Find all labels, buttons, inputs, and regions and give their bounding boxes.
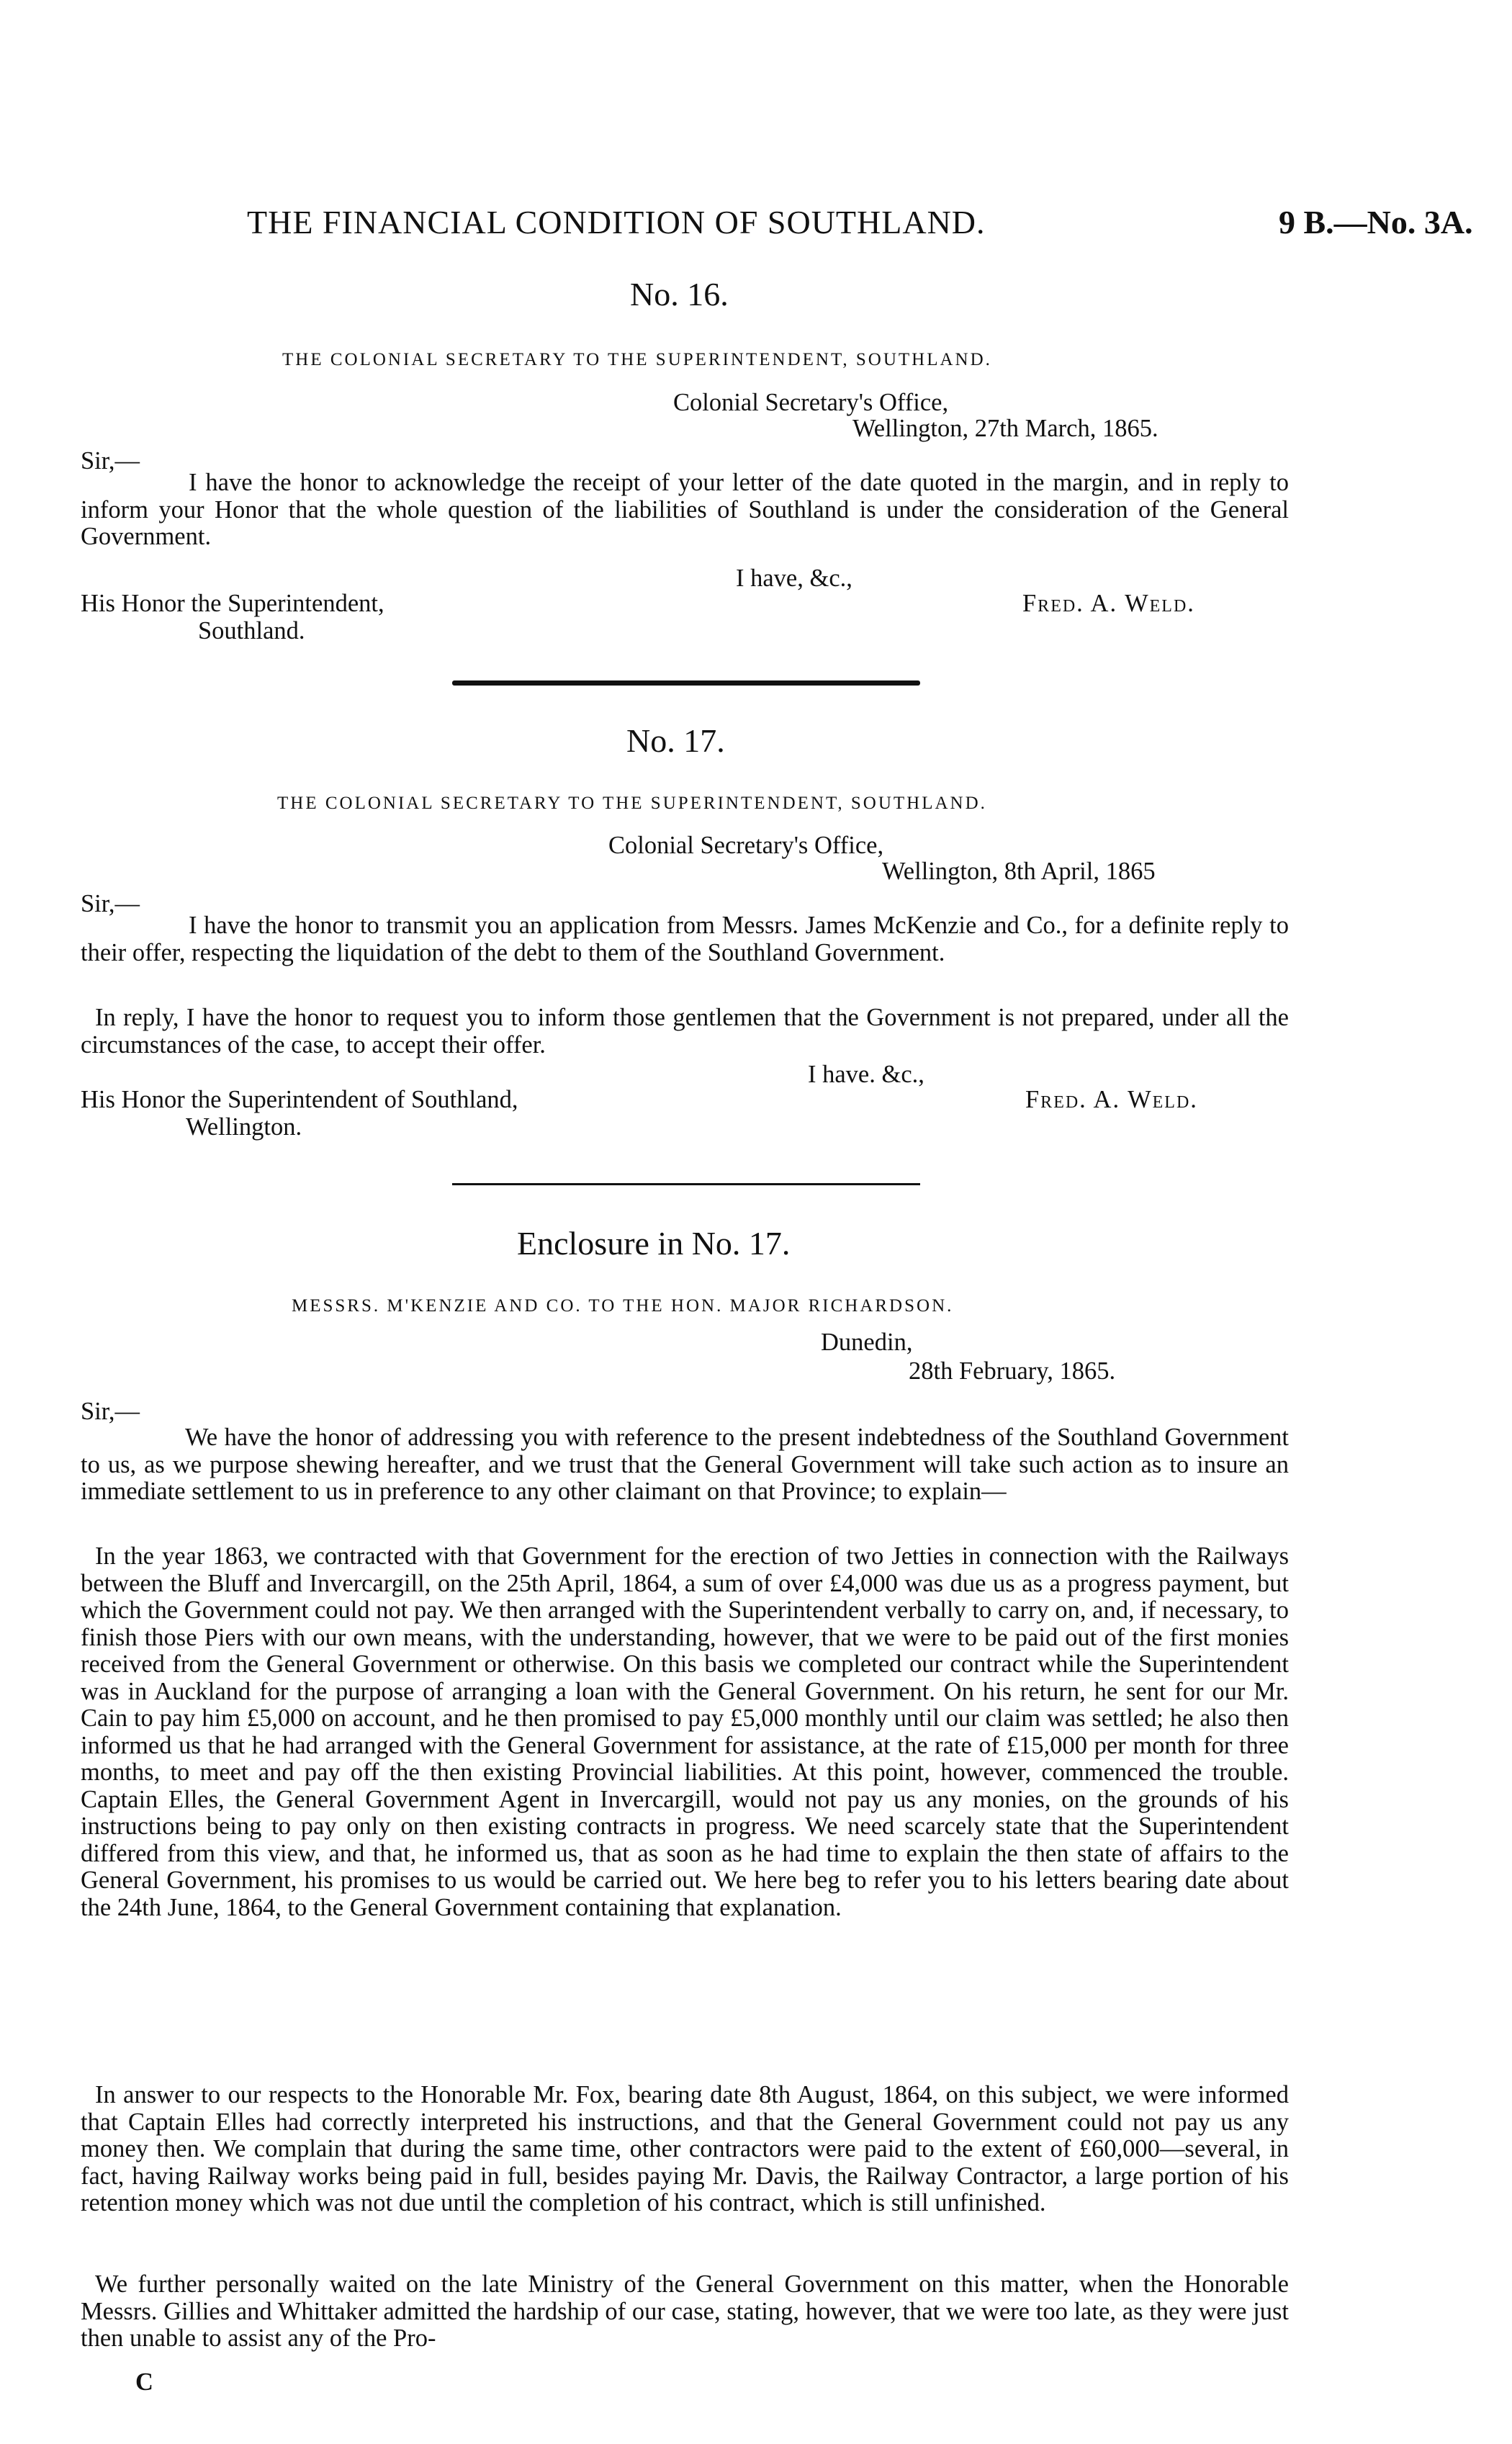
letter-17-salutation: Sir,— — [81, 890, 140, 917]
running-title: THE FINANCIAL CONDITION OF SOUTHLAND. — [247, 204, 986, 241]
letter-16-addressee-line1: His Honor the Superintendent, — [81, 590, 384, 617]
letter-17-heading: THE COLONIAL SECRETARY TO THE SUPERINTENDENT, SOUTHLAND. — [277, 794, 987, 813]
letter-17-addressee-line1: His Honor the Superintendent of Southland, — [81, 1086, 518, 1113]
letter-17-closing: I have. &c., — [808, 1061, 924, 1088]
enclosure-heading: MESSRS. M'KENZIE AND CO. TO THE HON. MAJOR RICHARDSON. — [292, 1296, 954, 1316]
letter-16-signature: Fred. A. Weld. — [1022, 590, 1195, 617]
enclosure-date: 28th February, 1865. — [909, 1357, 1116, 1385]
letter-16-office: Colonial Secretary's Office, — [673, 389, 949, 416]
letter-17-addressee-line2: Wellington. — [186, 1113, 302, 1141]
section-divider-thin — [452, 1183, 920, 1185]
letter-17-paragraph-1: I have the honor to transmit you an application from Messrs. James McKenzie and Co., for a definite reply to their offer, respecting the liquidation of the debt to them of the Southland Government. — [81, 912, 1289, 966]
enclosure-salutation: Sir,— — [81, 1398, 140, 1425]
enclosure-paragraph-1: We have the honor of addressing you with reference to the present indebtedness of the Southland Government to us, as we purpose shewing hereafter, and we trust that the General Government will take such action as to insure an immediate settlement to us in preference to any other claimant on that Province; to explain— — [81, 1424, 1289, 1505]
enclosure-paragraph-3: In answer to our respects to the Honorable Mr. Fox, bearing date 8th August, 1864, on this subject, we were informed that Captain Elles had correctly interpreted his instructions, and that the General Government could not pay us any money then. We complain that during the same time, other contractors were paid to the extent of £60,000—several, in fact, having Railway works being paid in full, besides paying Mr. Davis, the Railway Contractor, a large portion of his retention money which was not due until the completion of his contract, which is still unfinished. — [81, 2081, 1289, 2216]
letter-16-closing: I have, &c., — [736, 565, 852, 592]
letter-17-signature: Fred. A. Weld. — [1025, 1086, 1198, 1113]
page-reference: 9 B.—No. 3A. — [1279, 204, 1473, 241]
enclosure-paragraph-2: In the year 1863, we contracted with that Government for the erection of two Jetties in connection with the Railways between the Bluff and Invercargill, on the 25th April, 1864, a sum of over £4,000 was due us as a progress payment, but which the Government could not pay. We then arranged with the Superintendent verbally to carry on, and, if necessary, to finish those Piers with our own means, with the understanding, however, that we were to be paid out of the first monies received from the General Government or otherwise. On this basis we completed our contract while the Superintendent was in Auckland for the purpose of arranging a loan with the General Government. On his return, he sent for our Mr. Cain to pay him £5,000 on account, and he then promised to pay £5,000 monthly until our claim was settled; he also then informed us that he had arranged with the General Government for assistance, at the rate of £15,000 per month for three months, to meet and pay off the then existing Provincial liabilities. At this point, however, commenced the trouble. Captain Elles, the General Government Agent in Invercargill, would not pay us any monies, on the grounds of his instructions being to pay only on then existing contracts in progress. We need scarcely state that the Superintendent differed from this view, and that, he informed us, that as soon as he had time to explain the then state of affairs to the General Government, his promises to us would be carried out. We here beg to refer you to his letters bearing date about the 24th June, 1864, to the General Government containing that explanation. — [81, 1542, 1289, 1921]
letter-16-number: No. 16. — [630, 276, 729, 313]
section-divider-thick — [452, 680, 920, 686]
letter-16-body: I have the honor to acknowledge the receipt of your letter of the date quoted in the margin, and in reply to inform your Honor that the whole question of the liabilities of Southland is under the consideration of the General Government. — [81, 469, 1289, 550]
letter-16-salutation: Sir,— — [81, 447, 140, 475]
letter-17-office: Colonial Secretary's Office, — [608, 832, 884, 859]
signature-mark: C — [135, 2368, 153, 2396]
letter-16-addressee-line2: Southland. — [198, 617, 305, 644]
enclosure-place: Dunedin, — [821, 1329, 913, 1356]
enclosure-title: Enclosure in No. 17. — [517, 1225, 791, 1262]
enclosure-paragraph-4: We further personally waited on the late Ministry of the General Government on this matter, when the Honorable Messrs. Gillies and Whittaker admitted the hardship of our case, stating, however, that we were too late, as they were just then unable to assist any of the Pro- — [81, 2270, 1289, 2352]
letter-17-place-date: Wellington, 8th April, 1865 — [882, 858, 1156, 885]
letter-17-paragraph-2: In reply, I have the honor to request you to inform those gentlemen that the Government is not prepared, under all the circumstances of the case, to accept their offer. — [81, 1004, 1289, 1059]
letter-17-number: No. 17. — [626, 722, 725, 759]
letter-16-place-date: Wellington, 27th March, 1865. — [852, 415, 1158, 442]
letter-16-heading: THE COLONIAL SECRETARY TO THE SUPERINTENDENT, SOUTHLAND. — [282, 350, 992, 369]
